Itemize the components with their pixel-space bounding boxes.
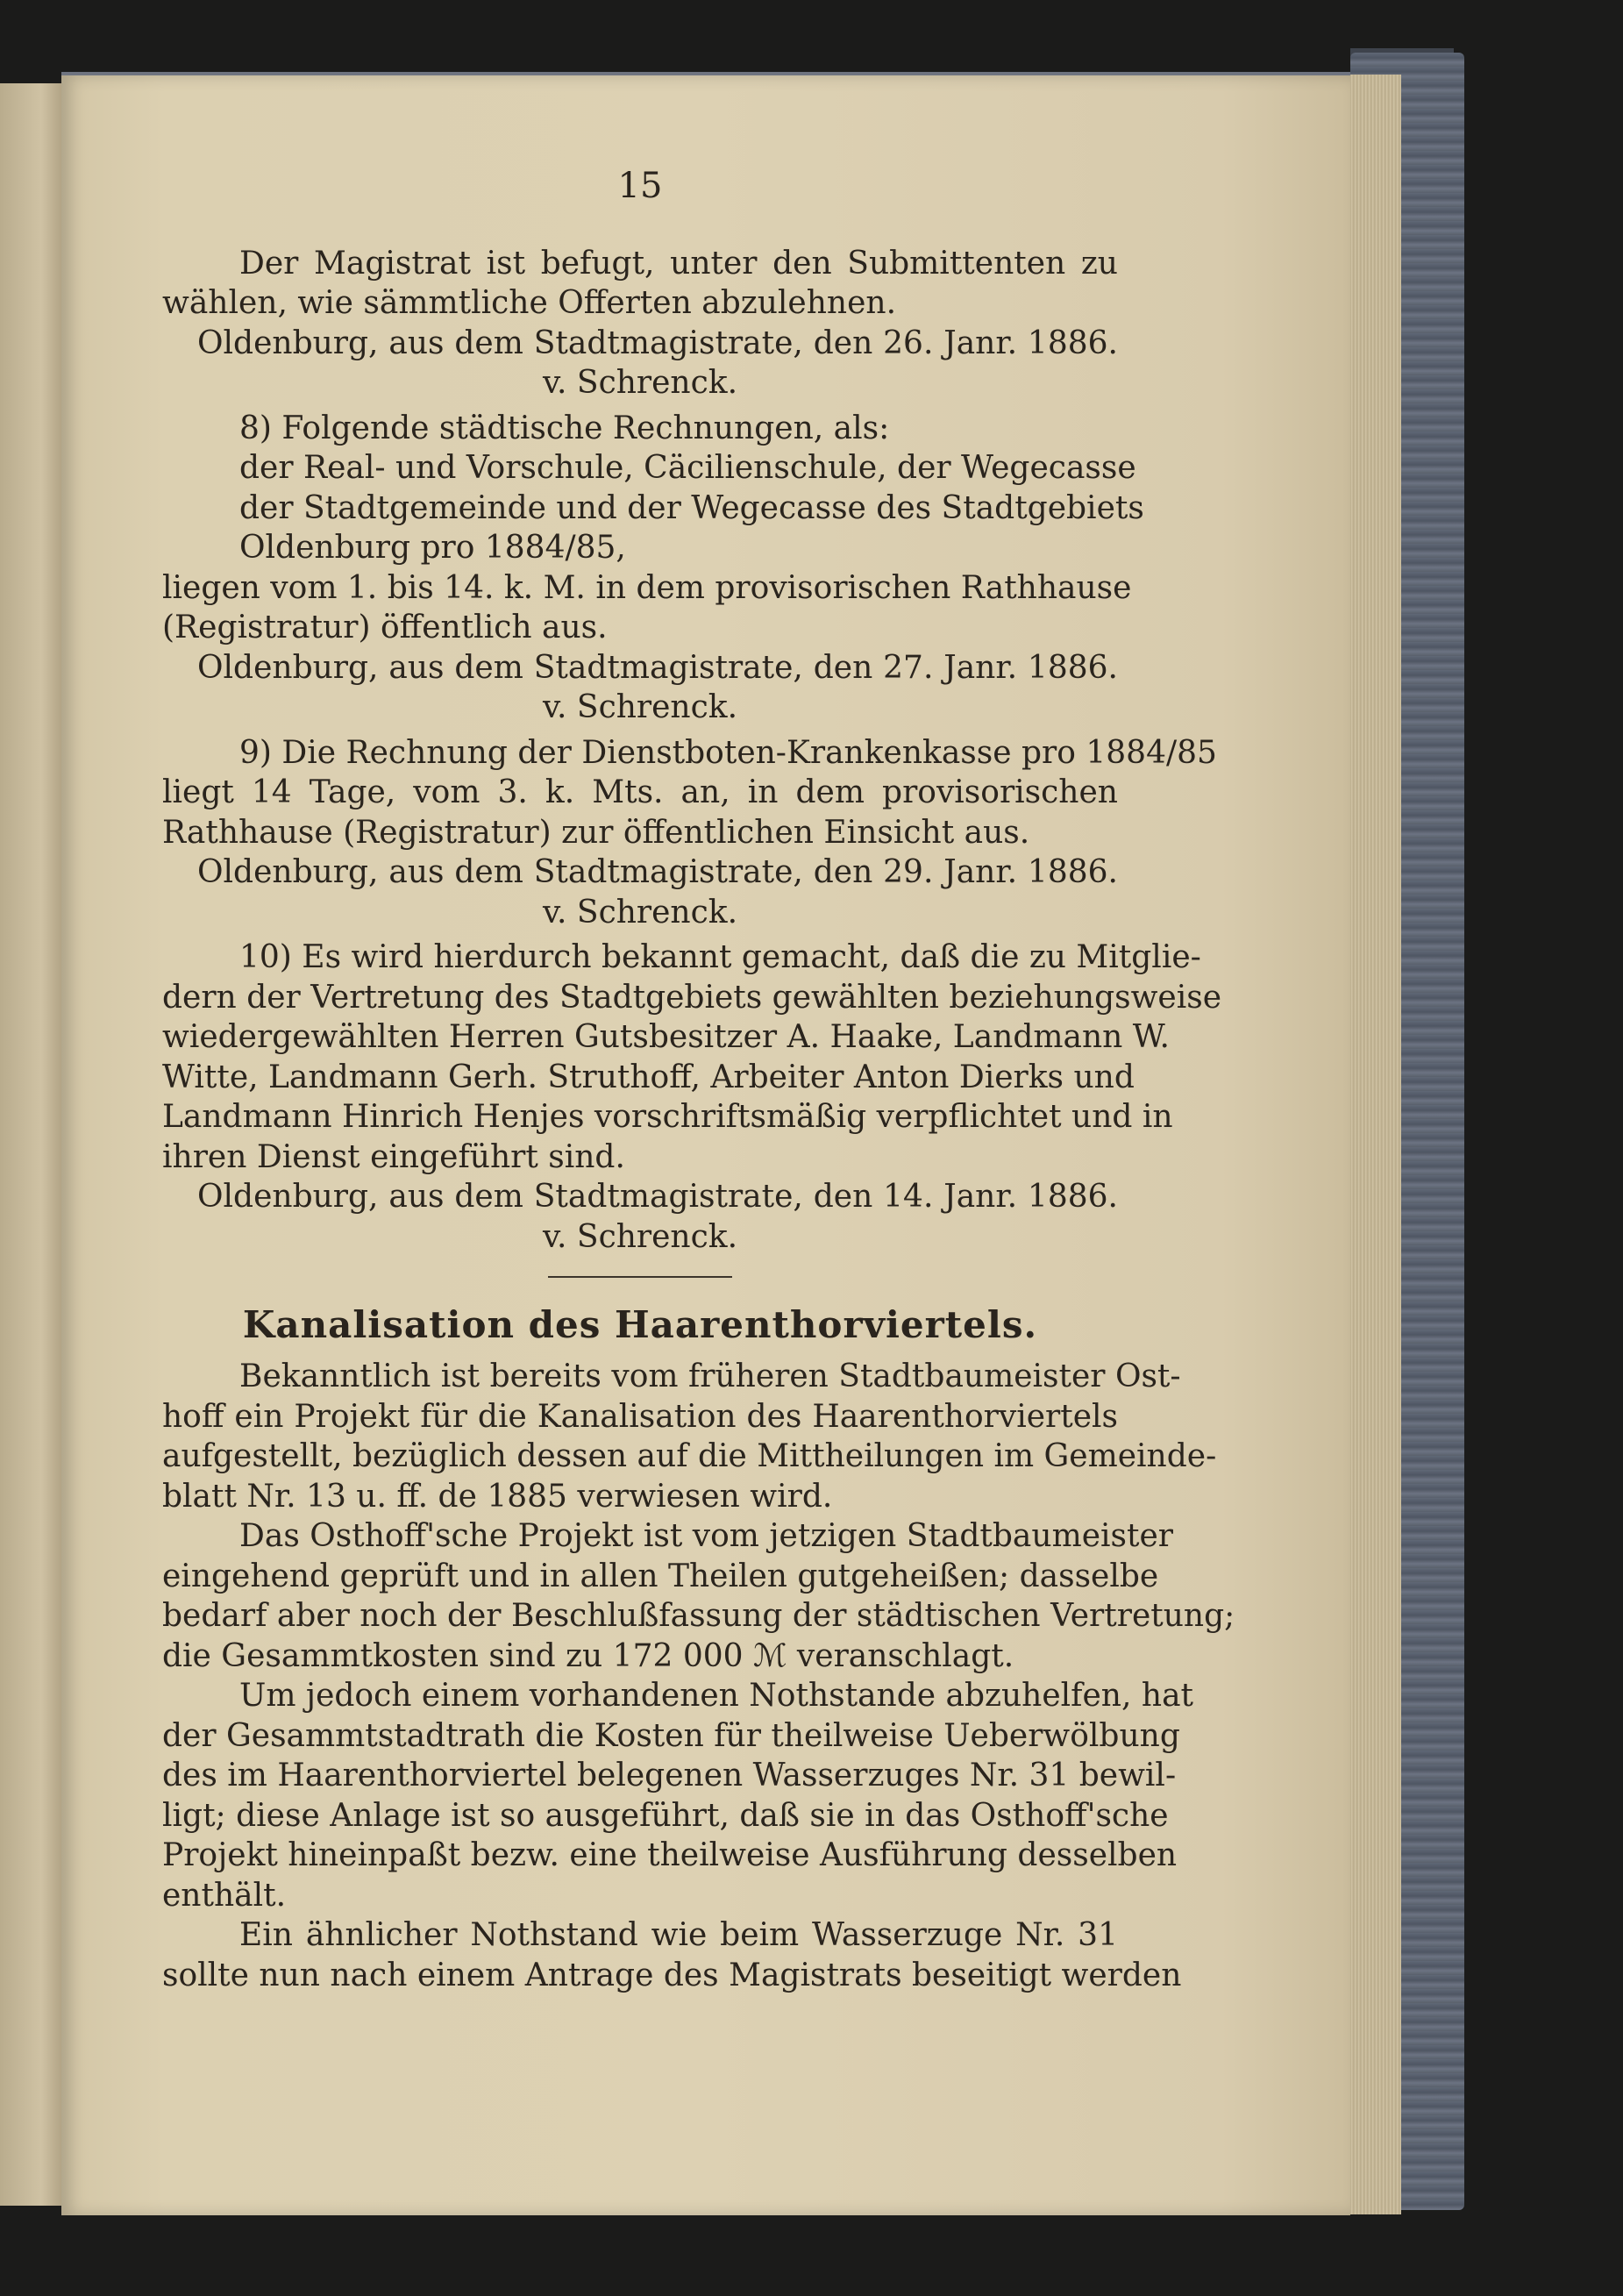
text-line: ligt; diese Anlage ist so ausgeführt, daß sie in das Osthoff'sche bbox=[162, 1797, 1169, 1834]
text-line: Rathhause (Registratur) zur öffentlichen Einsicht aus. bbox=[162, 814, 1030, 851]
notice-date: Oldenburg, aus dem Stadtmagistrate, den 14. Janr. 1886. bbox=[197, 1179, 1118, 1215]
text-line: liegt 14 Tage, vom 3. k. Mts. an, in dem provisorischen bbox=[162, 774, 1118, 810]
text-line: Das Osthoff'sche Projekt ist vom jetzigen Stadtbaumeister bbox=[239, 1518, 1173, 1554]
text-line: blatt Nr. 13 u. ff. de 1885 verwiesen wird. bbox=[162, 1478, 833, 1515]
page-stack-edges bbox=[1342, 75, 1401, 2214]
text-line: der Real- und Vorschule, Cäcilienschule, der Wegecasse bbox=[239, 450, 1136, 486]
notice-signature: v. Schrenck. bbox=[542, 689, 738, 725]
notice-signature: v. Schrenck. bbox=[542, 894, 738, 931]
text-line: die Gesammtkosten sind zu 172 000 ℳ veranschlagt. bbox=[162, 1637, 1014, 1674]
article-paragraph bbox=[162, 1676, 1193, 1915]
page-text bbox=[162, 166, 1235, 1995]
text-line: 8) Folgende städtische Rechnungen, als: bbox=[239, 410, 890, 446]
text-line: dern der Vertretung des Stadtgebiets gewählten beziehungsweise bbox=[162, 979, 1222, 1016]
notice-signature: v. Schrenck. bbox=[542, 365, 738, 401]
notice-date: Oldenburg, aus dem Stadtmagistrate, den 29. Janr. 1886. bbox=[197, 854, 1118, 890]
notice-date: Oldenburg, aus dem Stadtmagistrate, den 27. Janr. 1886. bbox=[197, 649, 1118, 686]
text-line: Ein ähnlicher Nothstand wie beim Wasserzuge Nr. 31 bbox=[239, 1917, 1118, 1953]
text-line: (Registratur) öffentlich aus. bbox=[162, 610, 608, 645]
text-line: Oldenburg pro 1884/85, bbox=[239, 530, 626, 566]
text-line: wählen, wie sämmtliche Offerten abzulehnen. bbox=[162, 285, 897, 321]
text-line: eingehend geprüft und in allen Theilen gutgeheißen; dasselbe bbox=[162, 1558, 1159, 1594]
page-number: 15 bbox=[617, 166, 663, 206]
text-line: Um jedoch einem vorhandenen Nothstande abzuhelfen, hat bbox=[239, 1678, 1193, 1714]
text-line: 9) Die Rechnung der Dienstboten-Krankenkasse pro 1884/85 bbox=[239, 734, 1217, 771]
text-line: Witte, Landmann Gerh. Struthoff, Arbeiter Anton Dierks und bbox=[162, 1059, 1135, 1095]
text-line: sollte nun nach einem Antrage des Magistrats beseitigt werden bbox=[162, 1957, 1182, 1993]
text-line: aufgestellt, bezüglich dessen auf die Mittheilungen im Gemeinde- bbox=[162, 1438, 1217, 1474]
text-line: der Stadtgemeinde und der Wegecasse des Stadtgebiets bbox=[239, 489, 1144, 526]
article bbox=[162, 1302, 1235, 1995]
text-line: hoff ein Projekt für die Kanalisation des Haarenthorviertels bbox=[162, 1398, 1118, 1435]
text-line: enthält. bbox=[162, 1877, 287, 1914]
text-line: Landmann Hinrich Henjes vorschriftsmäßig verpflichtet und in bbox=[162, 1099, 1173, 1135]
article-paragraph bbox=[162, 1516, 1235, 1676]
left-page-edge bbox=[0, 83, 68, 2206]
notice-7 bbox=[162, 244, 1118, 403]
text-line: Der Magistrat ist befugt, unter den Submittenten zu bbox=[239, 245, 1118, 282]
notice-8 bbox=[162, 409, 1144, 728]
text-line: 10) Es wird hierdurch bekannt gemacht, daß die zu Mitglie- bbox=[239, 939, 1201, 975]
text-line: wiedergewählten Herren Gutsbesitzer A. Haake, Landmann W. bbox=[162, 1019, 1170, 1055]
text-line: bedarf aber noch der Beschlußfassung der städtischen Vertretung; bbox=[162, 1598, 1235, 1634]
text-line: des im Haarenthorviertel belegenen Wasserzuges Nr. 31 bewil- bbox=[162, 1758, 1177, 1793]
notice-date: Oldenburg, aus dem Stadtmagistrate, den 26. Janr. 1886. bbox=[197, 324, 1118, 361]
text-line: Projekt hineinpaßt bezw. eine theilweise Ausführung desselben bbox=[162, 1837, 1178, 1873]
article-paragraph bbox=[162, 1357, 1217, 1516]
text-line: liegen vom 1. bis 14. k. M. in dem provisorischen Rathhause bbox=[162, 569, 1132, 606]
text-line: ihren Dienst eingeführt sind. bbox=[162, 1138, 625, 1175]
section-divider bbox=[548, 1276, 732, 1278]
notice-signature: v. Schrenck. bbox=[542, 1218, 738, 1255]
article-paragraph bbox=[162, 1915, 1182, 1995]
article-heading: Kanalisation des Haarenthorviertels. bbox=[242, 1303, 1038, 1346]
notice-10 bbox=[162, 938, 1222, 1257]
text-line: der Gesammtstadtrath die Kosten für theilweise Ueberwölbung bbox=[162, 1717, 1180, 1754]
notice-9 bbox=[162, 733, 1217, 933]
text-line: Bekanntlich ist bereits vom früheren Stadtbaumeister Ost- bbox=[239, 1358, 1181, 1394]
